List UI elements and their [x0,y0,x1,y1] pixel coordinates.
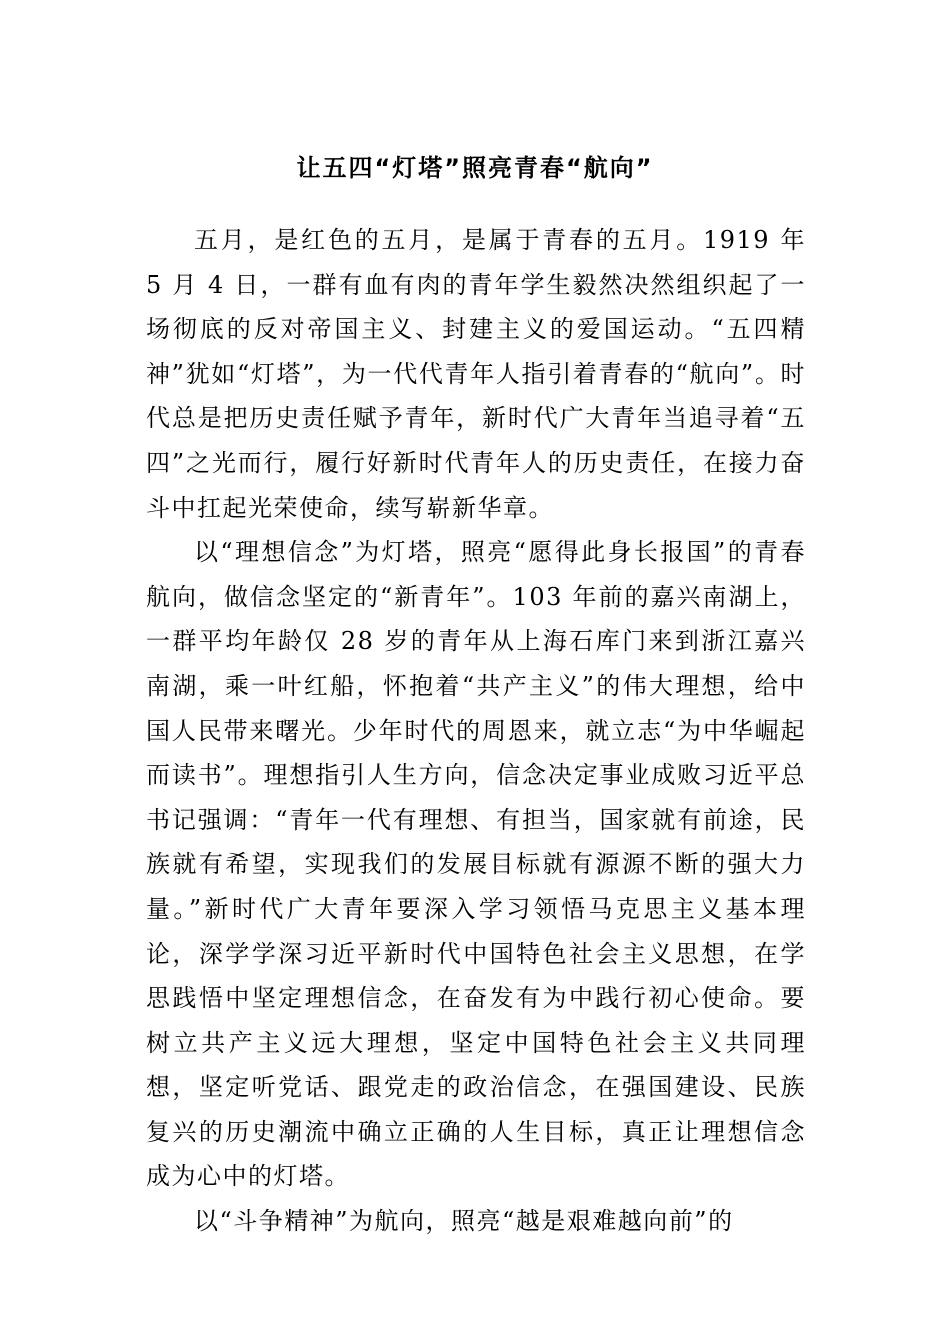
paragraph-3: 以“斗争精神”为航向，照亮“越是艰难越向前”的 [194,1207,734,1236]
document-body [146,218,806,1244]
paragraph-1: 五月，是红色的五月，是属于青春的五月。1919 年 5 月 4 日，一群有血有肉的青年学生毅然决然组织起了一场彻底的反对帝国主义、封建主义的爱国运动。“五四精神”犹如“灯塔”，为一代代青年人指引着青春的“航向”。时代总是把历史责任赋予青年，新时代广大青年当追寻着“五四”之光而行，履行好新时代青年人的历史责任，在接力奋斗中扛起光荣使命，续写崭新华章。 [146,226,806,522]
paragraph-2: 以“理想信念”为灯塔，照亮“愿得此身长报国”的青春航向，做信念坚定的“新青年”。103 年前的嘉兴南湖上，一群平均年龄仅 28 岁的青年从上海石库门来到浙江嘉兴南湖，乘一叶红船，怀抱着“共产主义”的伟大理想，给中国人民带来曙光。少年时代的周恩来，就立志“为中华崛起而读书”。理想指引人生方向，信念决定事业成败习近平总书记强调：“青年一代有理想、有担当，国家就有前途，民族就有希望，实现我们的发展目标就有源源不断的强大力量。”新时代广大青年要深入学习领悟马克思主义基本理论，深学学深习近平新时代中国特色社会主义思想，在学思践悟中坚定理想信念，在奋发有为中践行初心使命。要树立共产主义远大理想，坚定中国特色社会主义共同理想，坚定听党话、跟党走的政治信念，在强国建设、民族复兴的历史潮流中确立正确的人生目标，真正让理想信念成为心中的灯塔。 [146,538,806,1191]
document-title: 让五四“灯塔”照亮青春“航向” [296,154,654,182]
